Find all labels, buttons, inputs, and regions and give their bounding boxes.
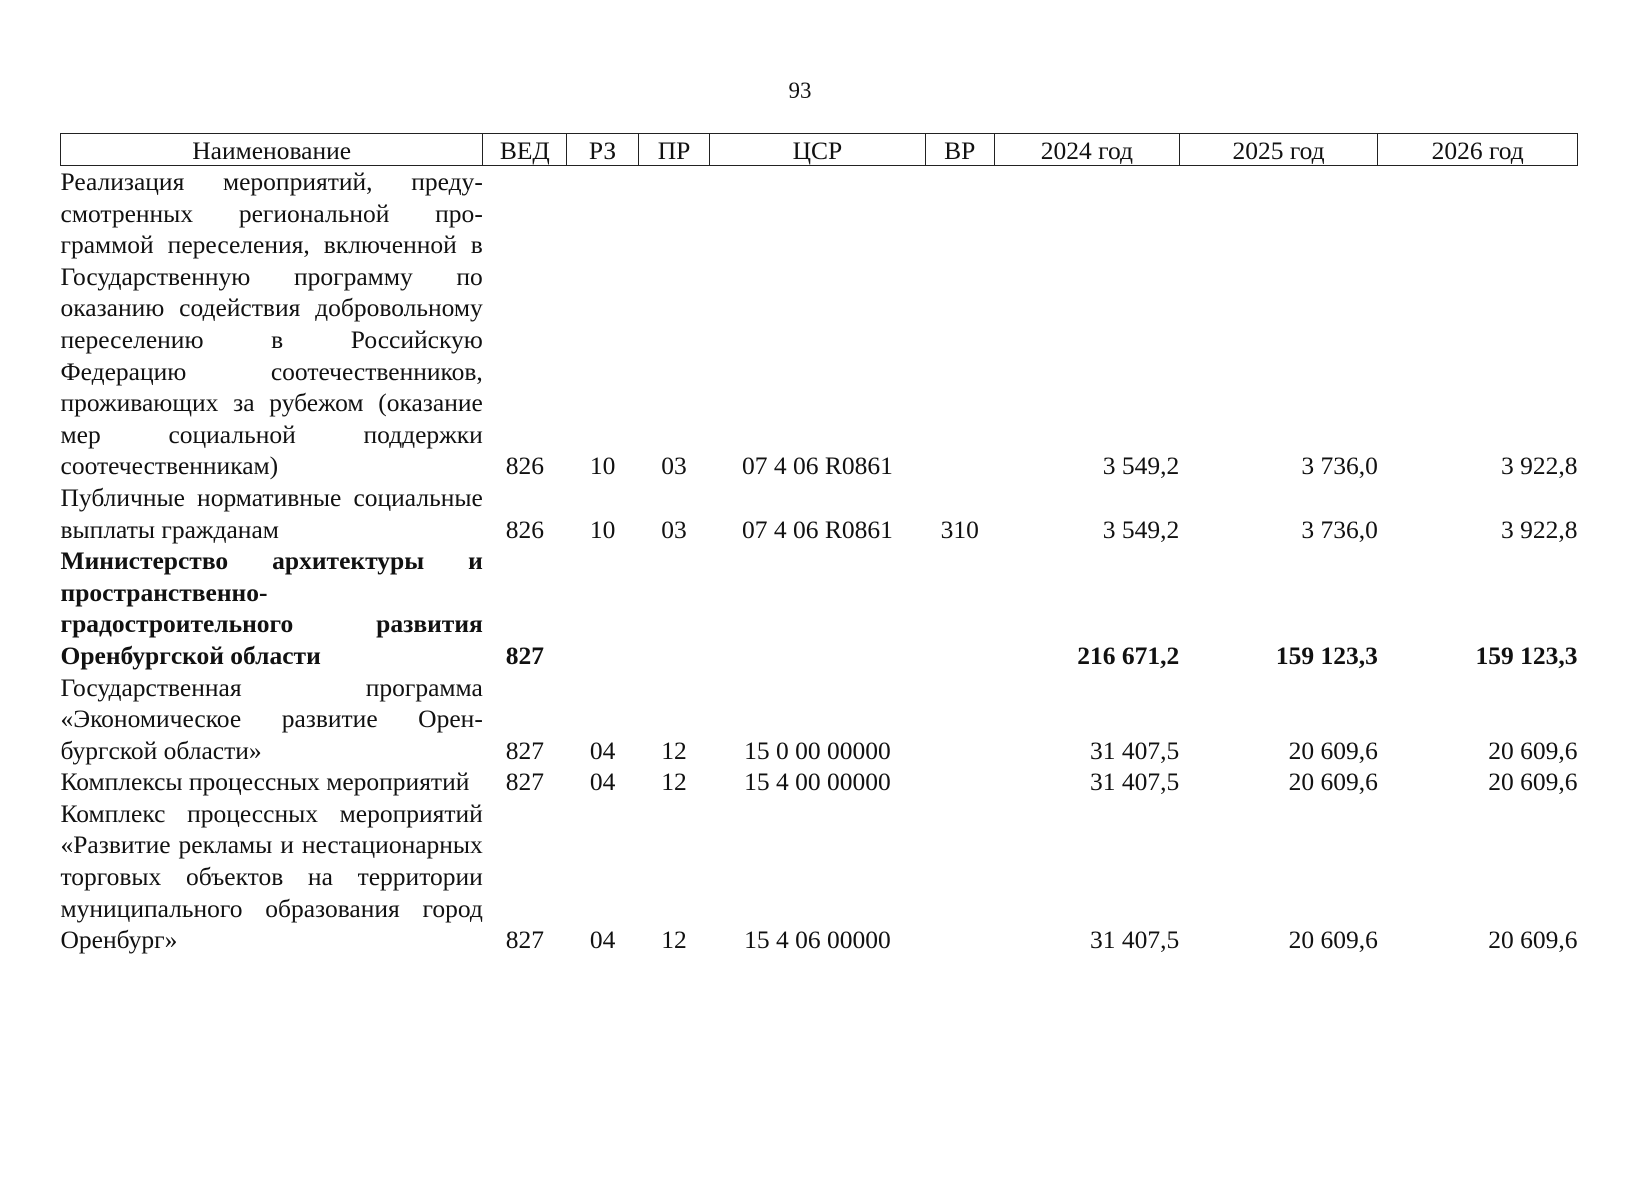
row-2024: 31 407,5 xyxy=(1090,925,1180,955)
col-header-2024: 2024 год xyxy=(994,134,1179,166)
row-2026: 20 609,6 xyxy=(1488,925,1578,955)
row-2026: 20 609,6 xyxy=(1488,767,1578,797)
row-rz: 04 xyxy=(589,925,616,955)
row-pr: 12 xyxy=(661,925,687,955)
col-header-name: Наименование xyxy=(61,134,483,166)
row-rz: 10 xyxy=(589,451,616,481)
row-2025: 3 736,0 xyxy=(1301,514,1378,544)
row-ved: 827 xyxy=(505,735,544,765)
col-header-pr: ПР xyxy=(638,134,709,166)
row-csr: 07 4 06 R0861 xyxy=(741,514,893,544)
row-csr: 15 4 06 00000 xyxy=(744,925,891,955)
row-rz: 04 xyxy=(589,767,616,797)
row-2025: 3 736,0 xyxy=(1301,451,1378,481)
row-2024: 216 671,2 xyxy=(1077,640,1180,670)
row-2026: 159 123,3 xyxy=(1475,640,1578,670)
row-name: Комплексы процессных мероприятий xyxy=(60,767,470,797)
table-row xyxy=(61,798,1578,956)
row-csr: 15 4 00 00000 xyxy=(744,767,891,797)
row-csr: 07 4 06 R0861 xyxy=(741,451,893,481)
row-2024: 31 407,5 xyxy=(1090,735,1180,765)
row-vr: 310 xyxy=(940,514,979,544)
row-rz xyxy=(567,545,638,671)
row-rz: 04 xyxy=(589,735,616,765)
table-row xyxy=(61,482,1578,545)
row-name: Государственная программа «Экономическое развитие Оренбургской области» xyxy=(60,672,483,765)
row-2025: 159 123,3 xyxy=(1275,640,1378,670)
col-header-rz: РЗ xyxy=(567,134,638,166)
page-number: 93 xyxy=(788,78,812,103)
row-2025: 20 609,6 xyxy=(1288,735,1378,765)
row-pr xyxy=(638,545,709,671)
table-row xyxy=(61,166,1578,482)
row-ved: 826 xyxy=(505,514,544,544)
row-name: Комплекс процессных мероприятий «Развитие рекламы и нестационарных торговых объектов на территории муниципального образования город Оренбург» xyxy=(60,798,483,955)
row-2024: 3 549,2 xyxy=(1102,451,1180,481)
row-name: Реализация мероприятий, предусмотренных региональной программой переселения, включенной в Государственную программу по оказанию содействия добровольному переселению в Российскую Федерацию соотечественников, проживающих за рубежом (оказание мер социальной поддержки соотечественникам) xyxy=(60,167,483,481)
col-header-2025: 2025 год xyxy=(1179,134,1378,166)
table-row xyxy=(61,672,1578,767)
row-pr: 03 xyxy=(661,451,687,481)
row-2026: 3 922,8 xyxy=(1501,514,1578,544)
row-2026: 3 922,8 xyxy=(1501,451,1578,481)
row-vr xyxy=(925,766,994,798)
row-csr: 15 0 00 00000 xyxy=(744,735,891,765)
row-pr: 03 xyxy=(661,514,687,544)
row-vr xyxy=(925,545,994,671)
row-name: Министерство архитектуры и пространственно-градостроительного развития Оренбургской области xyxy=(60,546,483,670)
col-header-2026: 2026 год xyxy=(1378,134,1578,166)
row-csr xyxy=(710,545,925,671)
col-header-csr: ЦСР xyxy=(710,134,925,166)
row-vr xyxy=(925,166,994,482)
row-ved: 826 xyxy=(505,451,544,481)
row-vr xyxy=(925,798,994,956)
row-ved: 827 xyxy=(505,640,544,670)
row-rz: 10 xyxy=(589,514,616,544)
table-row xyxy=(61,545,1578,671)
row-ved: 827 xyxy=(505,767,544,797)
row-ved: 827 xyxy=(505,925,544,955)
row-2025: 20 609,6 xyxy=(1288,767,1378,797)
row-2024: 3 549,2 xyxy=(1102,514,1180,544)
row-2025: 20 609,6 xyxy=(1288,925,1378,955)
table-row xyxy=(61,766,1578,798)
col-header-ved: ВЕД xyxy=(483,134,567,166)
row-vr xyxy=(925,672,994,767)
row-name: Публичные нормативные социальные выплаты гражданам xyxy=(60,482,483,544)
col-header-vr: ВР xyxy=(925,134,994,166)
budget-table xyxy=(60,133,1578,956)
header-row xyxy=(61,134,1578,166)
row-pr: 12 xyxy=(661,735,687,765)
row-pr: 12 xyxy=(661,767,687,797)
row-2026: 20 609,6 xyxy=(1488,735,1578,765)
row-2024: 31 407,5 xyxy=(1090,767,1180,797)
